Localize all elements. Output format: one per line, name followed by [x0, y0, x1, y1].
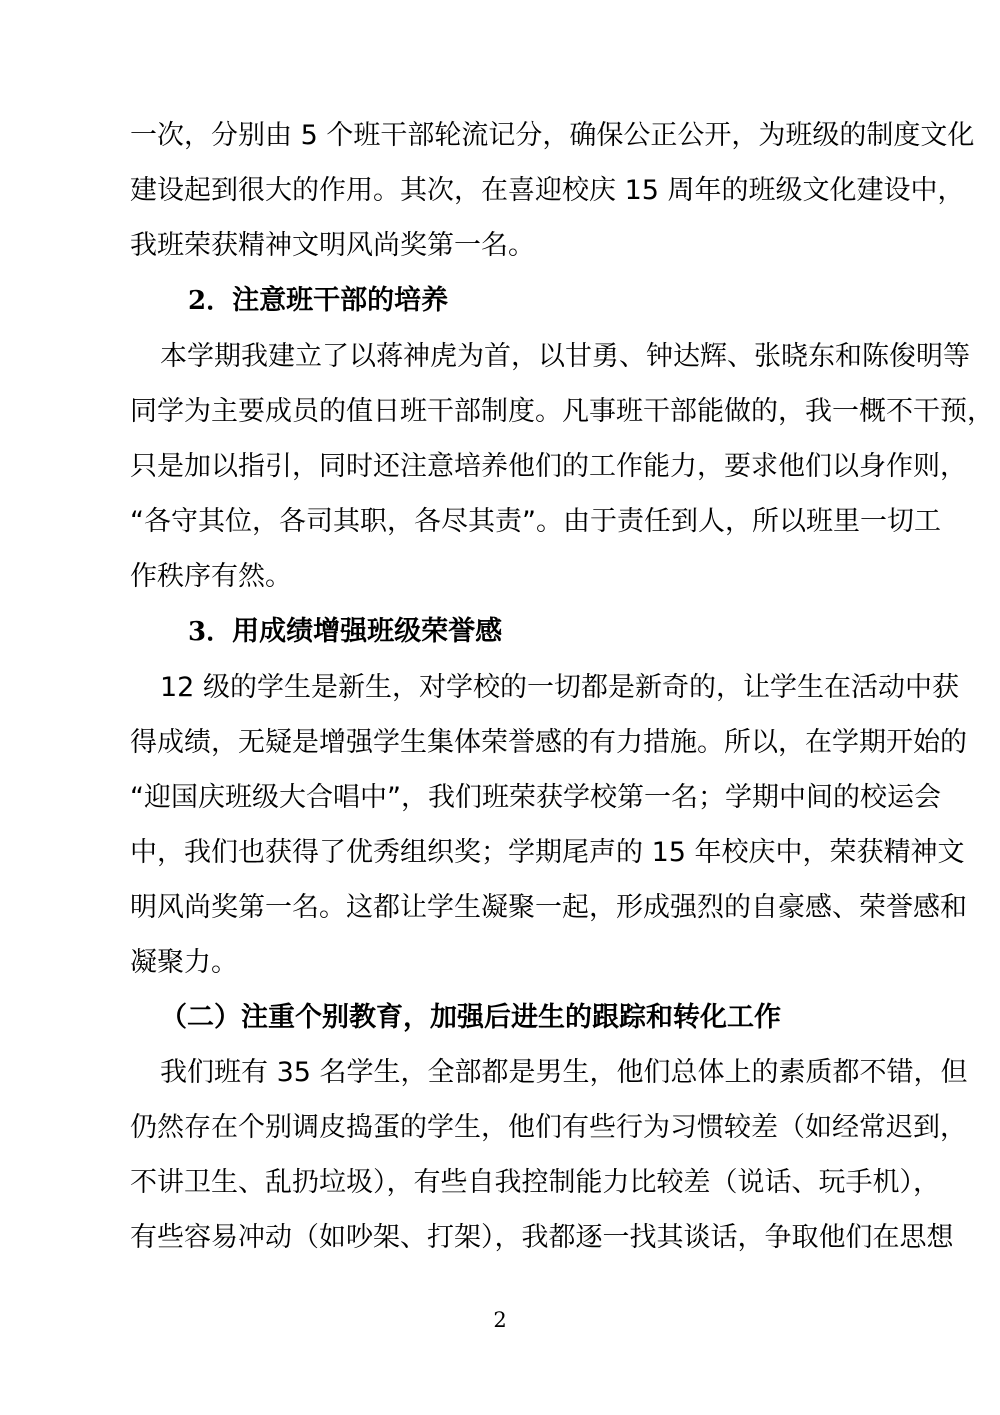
para-continuation: [130, 108, 975, 273]
text-line: 建设起到很大的作用。其次，在喜迎校庆 15 周年的班级文化建设中，: [130, 175, 965, 206]
text-line: “各守其位，各司其职，各尽其责”。由于责任到人，所以班里一切工: [130, 506, 941, 537]
para-cadre-training: [130, 329, 994, 604]
text-line: 同学为主要成员的值日班干部制度。凡事班干部能做的，我一概不干预，: [130, 396, 994, 427]
text-line: 一次，分别由 5 个班干部轮流记分，确保公正公开，为班级的制度文化: [130, 120, 975, 151]
text-line: 明风尚奖第一名。这都让学生凝聚一起，形成强烈的自豪感、荣誉感和: [130, 892, 967, 923]
document-body: [130, 108, 994, 1265]
text-line: 本学期我建立了以蒋神虎为首，以甘勇、钟达辉、张晓东和陈俊明等: [160, 341, 970, 372]
heading-2: [130, 273, 872, 329]
heading-3-number: 3．: [188, 617, 233, 647]
text-line: 只是加以指引，同时还注意培养他们的工作能力，要求他们以身作则，: [130, 451, 967, 482]
heading-section-two-text: （二）注重个别教育，加强后进生的跟踪和转化工作: [160, 1002, 781, 1033]
heading-3: [130, 604, 872, 660]
heading-section-two: [130, 990, 872, 1045]
para-individual-education: [130, 1045, 968, 1265]
text-line: 有些容易冲动（如吵架、打架），我都逐一找其谈话，争取他们在思想: [130, 1222, 954, 1253]
page-number: 2: [493, 1308, 507, 1332]
text-line: 凝聚力。: [130, 947, 238, 978]
text-line: 得成绩，无疑是增强学生集体荣誉感的有力措施。所以，在学期开始的: [130, 727, 967, 758]
heading-2-number: 2．: [188, 286, 233, 316]
text-line: 我班荣获精神文明风尚奖第一名。: [130, 230, 535, 261]
text-line: 中，我们也获得了优秀组织奖；学期尾声的 15 年校庆中，荣获精神文: [130, 837, 965, 868]
heading-3-text: 用成绩增强班级荣誉感: [232, 616, 503, 647]
text-line: “迎国庆班级大合唱中”，我们班荣获学校第一名；学期中间的校运会: [130, 782, 941, 813]
para-honor: [130, 660, 967, 990]
text-line: 不讲卫生、乱扔垃圾），有些自我控制能力比较差（说话、玩手机），: [130, 1167, 940, 1198]
text-line: 我们班有 35 名学生，全部都是男生，他们总体上的素质都不错，但: [160, 1057, 968, 1088]
heading-2-text: 注意班干部的培养: [232, 285, 449, 316]
text-line: 仍然存在个别调皮捣蛋的学生，他们有些行为习惯较差（如经常迟到，: [130, 1112, 967, 1143]
text-line: 作秩序有然。: [130, 561, 292, 592]
text-line: 12 级的学生是新生，对学校的一切都是新奇的，让学生在活动中获: [160, 672, 959, 703]
